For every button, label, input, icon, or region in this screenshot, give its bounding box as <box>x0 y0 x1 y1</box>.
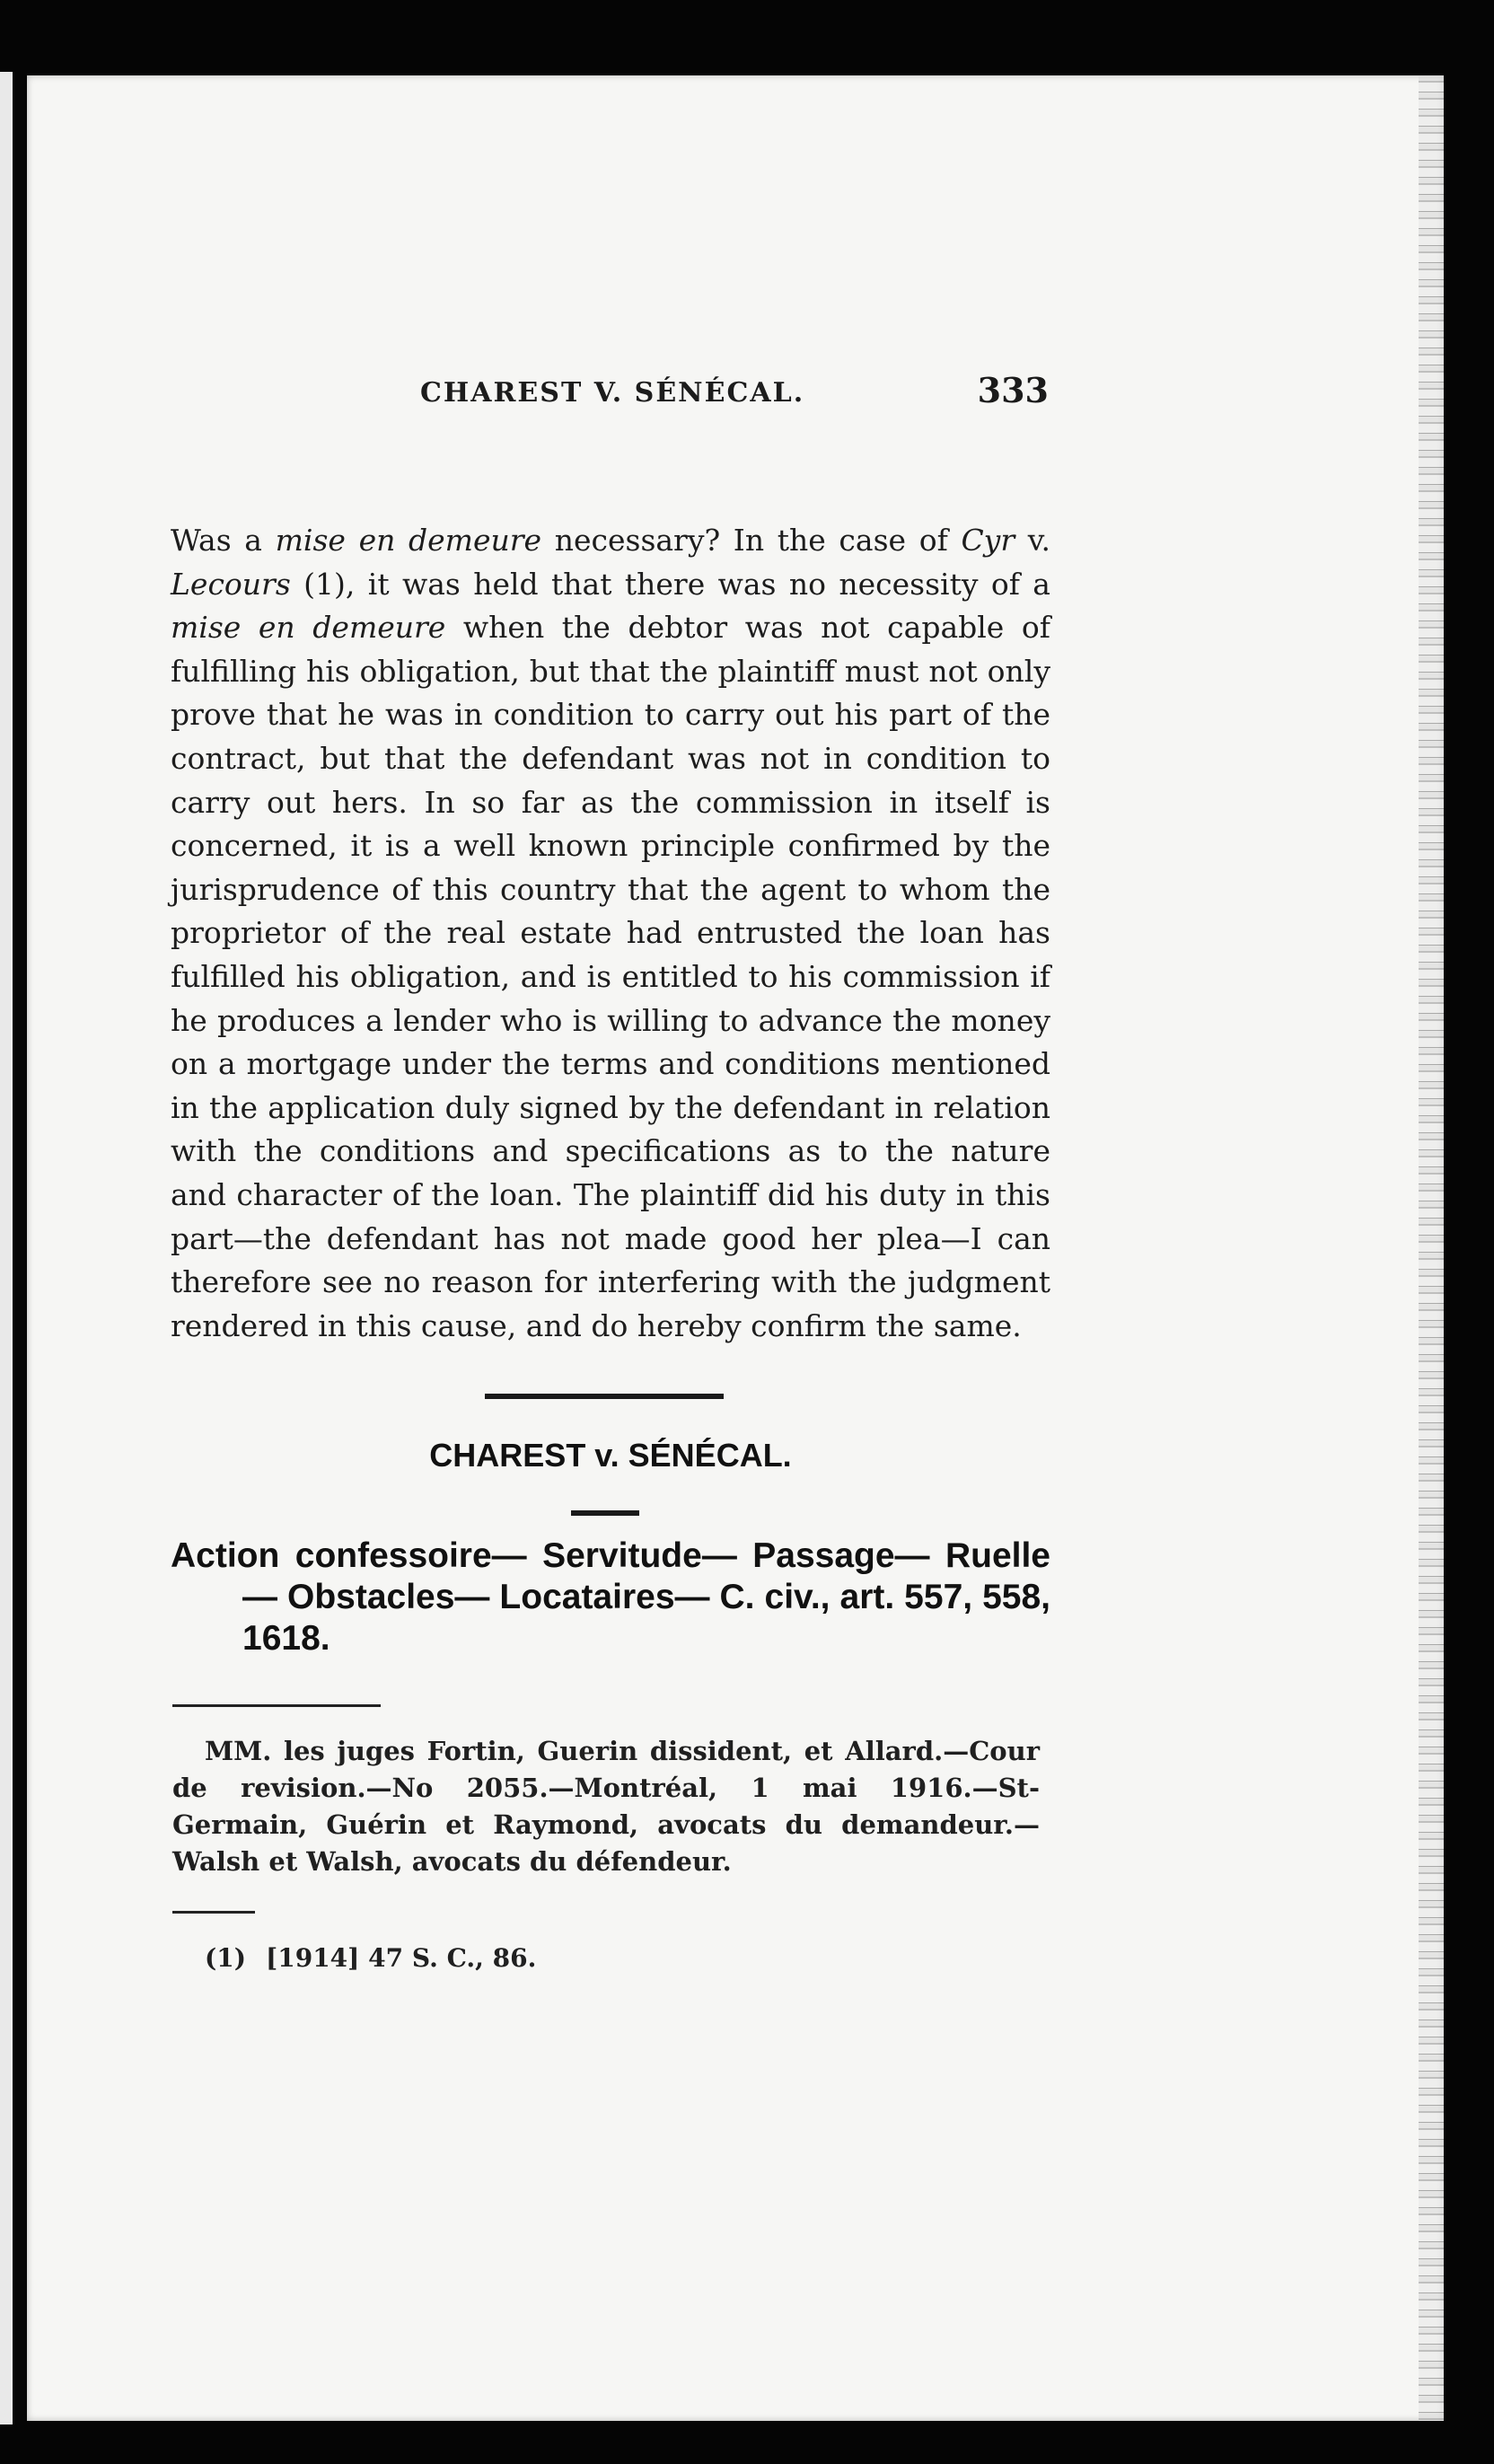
case-party-italic: Lecours <box>171 566 291 602</box>
text-run: when the debtor was not capable of fulfilling his obligation, but that the plaintiff must not only prove that he was in condition to carry out his part of the contract, but that the defendant was not in condition to carry out hers. In so far as the commission in itself is concerned, it is a well known principle confirmed by the jurisprudence of this country that the agent to whom the proprietor of the real estate had entrusted the loan has fulfilled his obligation, and is entitled to his commission if he produces a lender who is willing to advance the money on a mortgage under the terms and conditions mentioned in the application duly signed by the defendant in relation with the conditions and specifications as to the nature and character of the loan. The plaintiff did his duty in this part—the defendant has not made good her plea—I can therefore see no reason for interfering with the judgment rendered in this cause, and do hereby confirm the same. <box>171 610 1051 1343</box>
footnote-rule <box>172 1911 255 1914</box>
judgment-paragraph <box>171 519 1050 1348</box>
page-number: 333 <box>977 370 1049 410</box>
section-divider <box>485 1394 724 1399</box>
footnote-marker: (1) <box>205 1943 246 1973</box>
text-run: Was a <box>171 523 276 558</box>
text-run: (1), it was held that there was no necessity of a <box>290 566 1050 602</box>
running-title: CHAREST V. SÉNÉCAL. <box>420 377 805 409</box>
headnote-keywords: Action confessoire— Servitude— Passage— Ruelle— Obstacles— Locataires— C. civ., art. 557, 558, 1618. <box>171 1536 1050 1658</box>
court-and-counsel-note: MM. les juges Fortin, Guerin dissident, et Allard.—Cour de revision.—No 2055.—Montréal, 1 mai 1916.—St-Germain, Guérin et Raymond, avocats du demandeur.—Walsh et Walsh, avocats du défendeur. <box>172 1736 1040 1877</box>
paragraph-text <box>171 519 1050 1348</box>
footnote-rule <box>172 1704 381 1707</box>
case-title: CHAREST v. SÉNÉCAL. <box>429 1437 792 1474</box>
running-header <box>144 370 1049 420</box>
text-run: necessary? In the case of <box>541 523 962 558</box>
adjacent-page-edge <box>0 72 13 2424</box>
italic-term: mise en demeure <box>275 523 542 558</box>
text-run: v. <box>1015 523 1050 558</box>
italic-term: mise en demeure <box>171 610 446 646</box>
case-party-italic: Cyr <box>961 523 1015 558</box>
page-fore-edge <box>1419 75 1444 2421</box>
footnote-citation: [1914] 47 S. C., 86. <box>265 1943 537 1973</box>
footnote <box>205 1943 556 1973</box>
title-underline <box>571 1510 639 1516</box>
